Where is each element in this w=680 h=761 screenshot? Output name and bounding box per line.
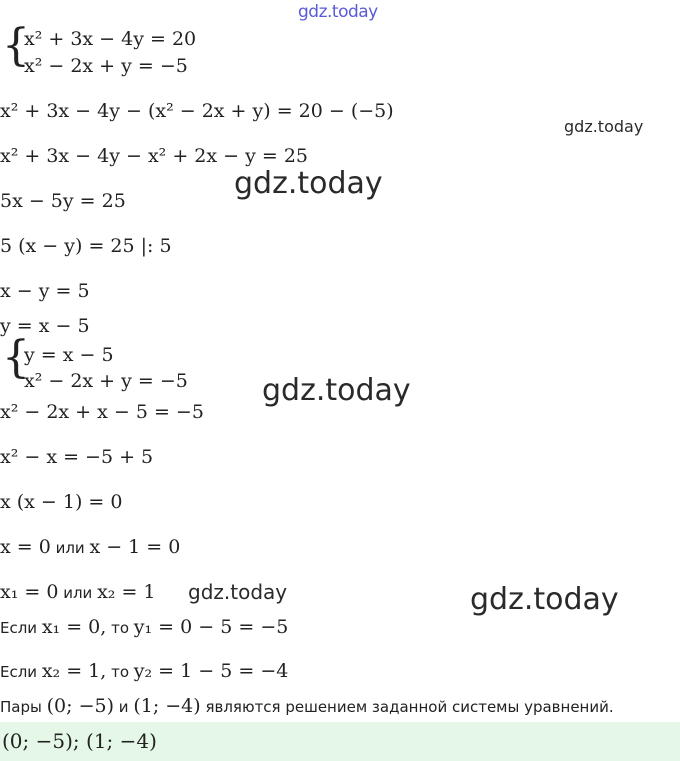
system2-row2: x² − 2x + y = −5 — [24, 370, 188, 392]
system1-row2: x² − 2x + y = −5 — [24, 55, 188, 77]
watermark-top: gdz.today — [298, 2, 378, 22]
watermark-inline: gdz.today — [188, 580, 288, 604]
conclusion-pair-2: (1; −4) — [133, 695, 201, 717]
step-line: x² + 3x − 4y − (x² − 2x + y) = 20 − (−5) — [0, 100, 394, 122]
if-word: Если — [0, 619, 38, 637]
step-line: 5x − 5y = 25 — [0, 190, 126, 212]
conclusion-post: являются решением заданной системы уравнений. — [205, 698, 614, 716]
roots2-b: x₂ = 1 — [97, 581, 156, 603]
if-cond: x₁ = 0, — [41, 616, 107, 638]
watermark-right-small: gdz.today — [564, 117, 644, 136]
step-line: y = x − 5 — [0, 315, 90, 337]
if-word: Если — [0, 663, 38, 681]
conclusion-and: и — [118, 698, 129, 716]
answer-text: (0; −5); (1; −4) — [2, 729, 157, 753]
answer-box — [0, 722, 680, 761]
system-brace-2: { — [2, 332, 30, 383]
conclusion-pre: Пары — [0, 698, 42, 716]
step-line: 5 (x − y) = 25 |: 5 — [0, 235, 172, 257]
if-cond: x₂ = 1, — [41, 660, 107, 682]
conclusion-pair-1: (0; −5) — [46, 695, 114, 717]
system1-row1: x² + 3x − 4y = 20 — [24, 28, 197, 50]
then-word: то — [111, 619, 130, 637]
roots-a: x = 0 — [0, 536, 51, 558]
conclusion — [0, 695, 614, 718]
roots-or: или — [55, 539, 85, 557]
system-brace-1: { — [2, 20, 30, 71]
step-line: x (x − 1) = 0 — [0, 491, 123, 513]
watermark-center-2: gdz.today — [262, 373, 411, 408]
step-line: x² − 2x + x − 5 = −5 — [0, 401, 204, 423]
step-line: x² + 3x − 4y − x² + 2x − y = 25 — [0, 145, 308, 167]
watermark-center-1: gdz.today — [234, 166, 383, 201]
roots2-or: или — [63, 584, 93, 602]
system2-row1: y = x − 5 — [24, 344, 114, 366]
if-line-2 — [0, 660, 288, 683]
then-word: то — [111, 663, 130, 681]
watermark-right-big: gdz.today — [470, 582, 619, 617]
if-expr: y₁ = 0 − 5 = −5 — [133, 616, 289, 638]
roots2-a: x₁ = 0 — [0, 581, 59, 603]
if-expr: y₂ = 1 − 5 = −4 — [133, 660, 289, 682]
roots-line-2 — [0, 581, 156, 604]
roots-b: x − 1 = 0 — [89, 536, 181, 558]
if-line-1 — [0, 616, 288, 639]
step-line: x² − x = −5 + 5 — [0, 446, 154, 468]
roots-line — [0, 536, 180, 559]
step-line: x − y = 5 — [0, 280, 90, 302]
